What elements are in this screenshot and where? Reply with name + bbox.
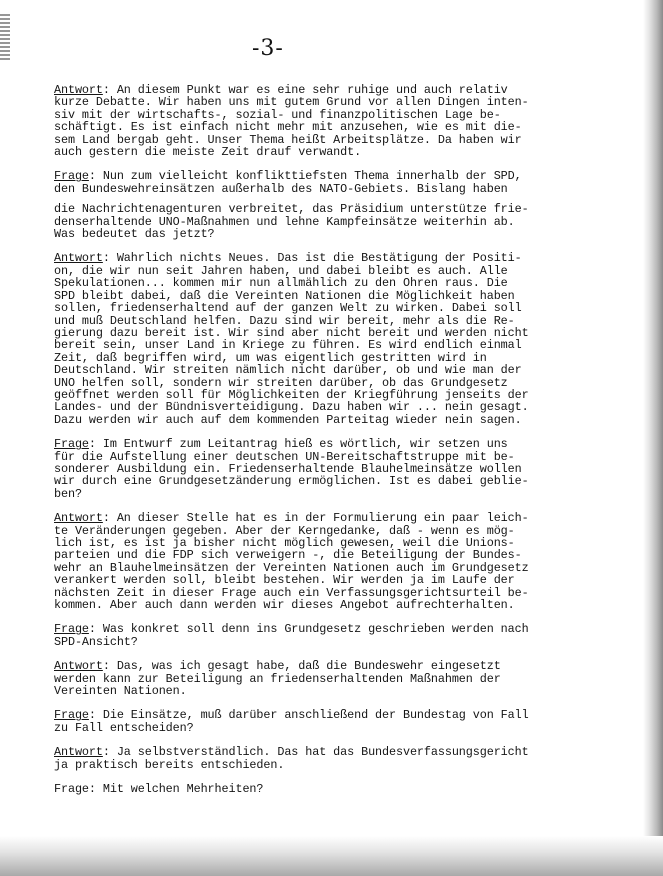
paragraph-text: die Nachrichtenagenturen verbreitet, das Präsidium unterstütze frie- denserhaltende UNO-Maßnahmen und lehne Kampfeinsätze weiterhin ab. Was bedeutet das jetzt? (54, 202, 529, 242)
paragraph-text: : Die Einsätze, muß darüber anschließend der Bundestag von Fall zu Fall entscheiden? (54, 708, 529, 735)
paragraph-text: : Was konkret soll denn ins Grundgesetz geschrieben werden nach SPD-Ansicht? (54, 622, 529, 649)
paragraph-question-1 (54, 170, 566, 195)
speaker-label: Frage (54, 169, 89, 184)
document-body (54, 84, 566, 808)
speaker-label: Antwort (54, 659, 103, 674)
paragraph-text: : Das, was ich gesagt habe, daß die Bundeswehr eingesetzt werden kann zur Beteiligung an friedenserhaltenden Maßnahmen der Vereinten Nationen. (54, 659, 501, 699)
speaker-label: Antwort (54, 745, 103, 760)
paragraph-text: Frage: Mit welchen Mehrheiten? (54, 782, 264, 797)
paragraph-answer-3 (54, 512, 566, 611)
speaker-label: Antwort (54, 511, 103, 526)
paragraph-text: : An diesem Punkt war es eine sehr ruhige und auch relativ kurze Debatte. Wir haben uns mit gutem Grund vor allen Dingen inten- siv mit der wirtschafts-, sozial- und finanzpolitischen Lage be- schäftigt. Es ist einfach nicht mehr mit anzusehen, wie es mit die- sem Land bergab geht. Unser Thema heißt Arbeitsplätze. Da haben wir auch gestern die meiste Zeit drauf verwandt. (54, 83, 529, 160)
speaker-label: Antwort (54, 83, 103, 97)
paragraph-text: : Wahrlich nichts Neues. Das ist die Bestätigung der Positi- on, die wir nun seit Jahren haben, und dabei bleibt es auch. Alle Spekulationen... kommen mir nun allmählich zu den Ohren raus. Die SPD bleibt dabei, daß die Vereinten Nationen die Möglichkeit haben sollen, friedenserhaltend auf der ganzen Welt zu wirken. Dabei soll und muß Deutschland helfen. Dazu sind wir bereit, mehr als die Re- gierung dazu bereit ist. Wir sind aber nicht bereit und werden nicht bereit sein, unser Land in Kriege zu führen. Es wird endlich einmal Zeit, daß begriffen wird, um was eigentlich gestritten wird in Deutschland. Wir streiten nämlich nicht darüber, ob und wie man der UNO helfen soll, sondern wir streiten darüber, ob das Grundgesetz geöffnet werden soll für Möglichkeiten der Kriegführung jenseits der Landes- und der Bündnisverteidigung. Dazu haben wir ... nein gesagt. Dazu werden wir auch auf dem kommenden Parteitag wieder nein sagen. (54, 251, 529, 427)
scan-shadow-bottom (0, 836, 663, 876)
scan-shadow-right (643, 0, 663, 876)
paragraph-answer-5 (54, 746, 566, 771)
paragraph-text: : Im Entwurf zum Leitantrag hieß es wörtlich, wir setzen uns für die Aufstellung einer deutschen UN-Bereitschaftstruppe mit be- sonderer Ausbildung ein. Friedenserhaltende Blauhelmeinsätze wollen wir durch eine Grundgesetzänderung ermöglichen. Ist es dabei geblie- ben? (54, 437, 529, 501)
paragraph-answer-4 (54, 660, 566, 697)
paragraph-question-3 (54, 623, 566, 648)
paragraph-text: : Ja selbstverständlich. Das hat das Bundesverfassungsgericht ja praktisch bereits entschieden. (54, 745, 529, 772)
paragraph-question-4 (54, 709, 566, 734)
paragraph-question-5 (54, 783, 566, 795)
paragraph-text: : Nun zum vielleicht konflikttiefsten Thema innerhalb der SPD, den Bundeswehreinsätzen außerhalb des NATO-Gebiets. Bislang haben (54, 169, 522, 196)
page-number: -3- (252, 36, 284, 61)
speaker-label: Frage (54, 622, 89, 637)
paragraph-question-1-cont (54, 203, 566, 240)
paragraph-question-2 (54, 438, 566, 500)
speaker-label: Antwort (54, 251, 103, 266)
paragraph-answer-2 (54, 252, 566, 426)
archive-stamp-mark (0, 14, 10, 60)
speaker-label: Frage (54, 437, 89, 452)
paragraph-answer-1 (54, 84, 566, 158)
paragraph-text: : An dieser Stelle hat es in der Formulierung ein paar leich- te Veränderungen gegeben. Aber der Kerngedanke, daß - wenn es mög- lich ist, es ist ja bisher nicht möglich gewesen, weil die Unions- parteien und die FDP sich verweigern -, die Beteiligung der Bundes- wehr an Blauhelmeinsätzen der Vereinten Nationen auch im Grundgesetz verankert werden soll, bleibt bestehen. Wir werden ja im Laufe der nächsten Zeit in dieser Frage auch ein Verfassungsgerichtsurteil be- kommen. Aber auch dann werden wir dieses Angebot aufrechterhalten. (54, 511, 529, 613)
speaker-label: Frage (54, 708, 89, 723)
